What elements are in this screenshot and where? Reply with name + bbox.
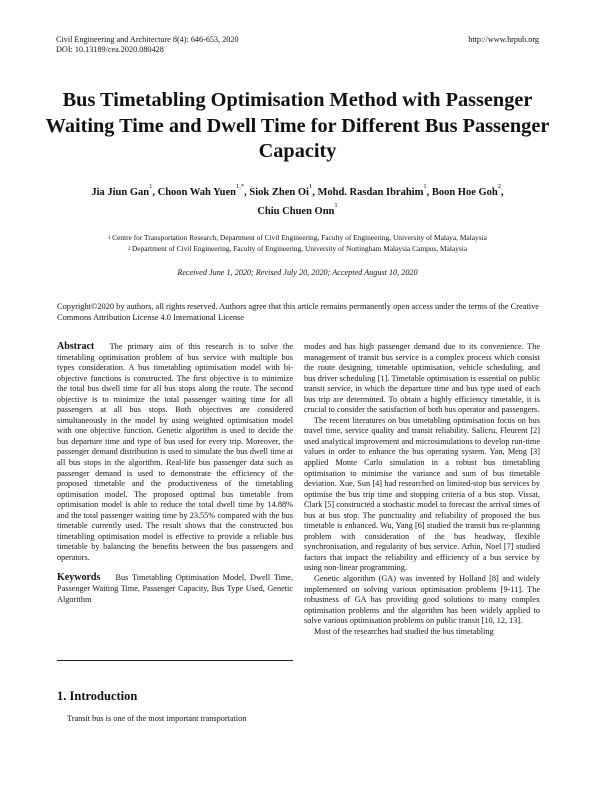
author-list: Jia Jiun Gan$^1$, Choon Wah Yuen$^{1,*}$, Siok Zhen Oi$^1$, Mohd. Rasdan Ibrahim$^1$, Boon Hoe Goh$^2$, Chiu Chuen Onn$^1$ <box>91 183 504 217</box>
received-dates: Received June 1, 2020; Revised July 20, 2020; Accepted August 10, 2020 <box>177 268 418 277</box>
affiliation-mark: 1 <box>108 235 113 241</box>
keywords <box>57 573 293 605</box>
author-name: Jia Jiun Gan <box>91 187 150 198</box>
journal-citation: Civil Engineering and Architecture 8(4): 646-653, 2020 <box>56 35 239 44</box>
author-affiliation-mark: 1 <box>423 183 427 190</box>
affiliation-text: Department of Civil Engineering, Faculty of Engineering, University of Nottingham Malaysia Campus, Malaysia <box>131 243 468 253</box>
paragraph: modes and has high passenger demand due to its convenience. The management of transit bus service is a complex process which consist the route designing, timetable optimisation, vehicle scheduling, and bus driver scheduling [1]. Timetable optimisation is essential on public transit service, in which the departure time and bus type used of each bus trip are determined. To obtain a highly efficiency timetable, it is crucial to consider the satisfaction of both bus operator and passengers. <box>304 342 540 415</box>
author-affiliation-mark: 1 <box>308 183 313 190</box>
author <box>431 183 502 198</box>
paper-title: Bus Timetabling Optimisation Method with Passenger Waiting Time and Dwell Time for Different Bus Passenger Capacity <box>45 89 550 162</box>
author <box>317 183 427 198</box>
paragraph: Genetic algorithm (GA) was invented by Holland [8] and widely implemented on solving various optimisation problems [9-11]. The robustness of GA has providing good solutions to many complex optimisation problems and the algorithm has been widely applied to solve various optimisation problems on public transit [10, 12, 13]. <box>304 574 540 626</box>
author-name: Boon Hoe Goh <box>431 187 498 198</box>
paragraph: The recent literatures on bus timetabling optimisation focus on bus travel time, service quality and transit reliability. Salicru, Fleurent [2] used analytical improvement and microsimulations to develop run-time values in order to enhance the bus operating system. Yan, Meng [3] applied Monte Carlo simulation in a robust bus timetabling optimisation to minimise the variance and sum of bus timetable deviation. Xue, Sun [4] had researched on limited-stop bus services by optimise the bus trip time and stopping criteria of a bus stop. Vissat, Clark [5] constructed a stochastic model to forecast the arrival times of bus at bus stop. The punctuality and reliability of proposed the bus timetable is enhanced. Wu, Yang [6] studied the transit bus re-planning problem with consideration of the bus headway, flexible synchronisation, and regularity of bus service. Arhin, Noel [7] studied factors that impact the reliability and efficiency of a bus service by using non-linear programming. <box>304 415 540 573</box>
author-affiliation-mark: 1 <box>334 202 338 209</box>
doi[interactable]: DOI: 10.13189/cea.2020.080428 <box>56 45 164 54</box>
author-affiliation-mark: 2 <box>497 183 502 190</box>
affiliation <box>40 233 555 244</box>
introduction-text: Transit bus is one of the most important transportation <box>67 714 247 723</box>
journal-url[interactable]: http://www.hrpub.org <box>468 35 539 44</box>
author-name: Mohd. Rasdan Ibrahim <box>317 187 424 198</box>
copyright-notice: Copyright©2020 by authors, all rights reserved. Authors agree that this article remains permanently open access under the terms of the Creative Commons Attribution License 4.0 International License <box>57 302 539 322</box>
affiliation-mark: 2 <box>127 245 132 252</box>
author <box>91 183 153 198</box>
running-header-left <box>56 35 356 55</box>
author-affiliation-mark: 1 <box>149 183 153 190</box>
keywords-heading: Keywords <box>57 572 101 584</box>
affiliation-list <box>40 233 555 254</box>
keywords-text: Bus Timetabling Optimisation Model, Dwell Time, Passenger Waiting Time, Passenger Capacity, Bus Type Used, Genetic Algorithm <box>57 573 294 604</box>
author-name: Choon Wah Yuen <box>157 187 237 198</box>
introduction-heading: 1. Introduction <box>57 689 138 703</box>
author-name: Siok Zhen Oi <box>249 187 309 198</box>
affiliation-text: Centre for Transportation Research, Department of Civil Engineering, Faculty of Engineering, University of Malaya, Malaysia <box>112 233 487 242</box>
author <box>257 202 338 217</box>
section-divider <box>57 660 293 661</box>
paragraph: Most of the researches had studied the bus timetabling <box>314 626 494 636</box>
author <box>249 183 313 198</box>
abstract-text: The primary aim of this research is to solve the timetabling optimisation problem of bus service with multiple bus types consideration. A bus timetabling optimisation model with bi-objective functions is constructed. The first objective is to minimize the total bus dwell time for all bus stops along the route. The second objective is to minimize the total passenger waiting time for all passengers at all bus stops. Both objectives are considered simultaneously in the model by using weighted optimisation model with one objective function. Genetic algorithm is used to decide the bus departure time and type of bus used for every trip. Moreover, the passenger demand distribution is used to simulate the bus dwell time at all bus stops in the algorithm. Real-life bus passenger data such as passenger demand is used to demonstrate the efficiency of the proposed timetable and the productiveness of the timetabling optimisation model. The proposed optimal bus timetable from optimisation model is able to reduce the total dwell time by 14.88% and the total passenger waiting time by 23.55% compared with the bus timetable currently used. The result shows that the constructed bus timetabling optimisation model is effective to provide a reliable bus timetable by balancing the benefits between the bus passengers and operators. <box>57 342 293 562</box>
affiliation <box>40 244 555 255</box>
author-name: Chiu Chuen Onn <box>257 206 335 217</box>
right-column <box>304 342 540 637</box>
abstract-heading: Abstract <box>57 341 95 352</box>
author <box>157 183 245 198</box>
author-affiliation-mark: 1,* <box>236 183 245 190</box>
abstract <box>57 342 293 563</box>
left-column <box>57 342 293 605</box>
